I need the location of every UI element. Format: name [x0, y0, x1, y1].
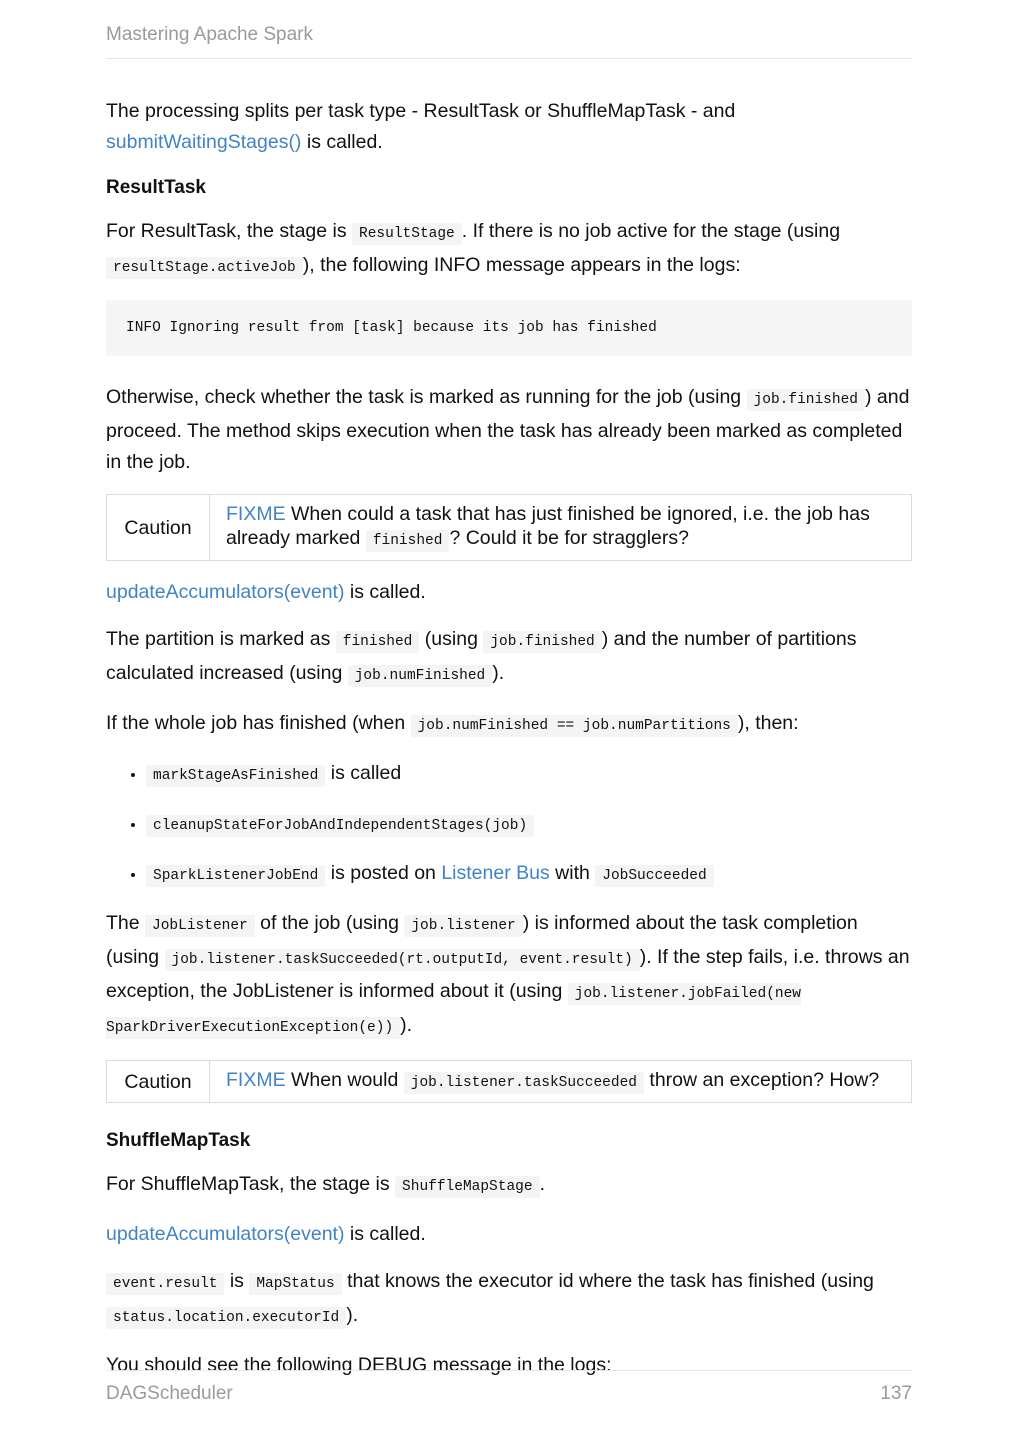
inline-code: job.numFinished [348, 665, 493, 687]
update-accumulators-link[interactable]: updateAccumulators(event) [106, 581, 345, 603]
inline-code: MapStatus [249, 1273, 341, 1295]
fixme-link[interactable]: FIXME [226, 1069, 286, 1091]
inline-code: cleanupStateForJobAndIndependentStages(job) [146, 815, 534, 837]
inline-code: event.result [106, 1273, 224, 1295]
inline-code: job.finished [483, 631, 601, 653]
inline-code: status.location.executorId [106, 1307, 346, 1329]
shufflemaptask-paragraph-2: updateAccumulators(event) is called. [106, 1223, 426, 1245]
shufflemaptask-paragraph-4: You should see the following DEBUG message in the logs: [106, 1354, 612, 1376]
resulttask-paragraph-5: If the whole job has finished (when job.numFinished == job.numPartitions ), then: [106, 708, 912, 742]
inline-code: markStageAsFinished [146, 765, 325, 787]
submit-waiting-stages-link[interactable]: submitWaitingStages() [106, 131, 302, 153]
resulttask-paragraph-1: For ResultTask, the stage is ResultStage . If there is no job active for the stage (using resultStage.activeJob ), the following INFO message appears in the logs: [106, 216, 912, 284]
book-title: Mastering Apache Spark [106, 24, 314, 45]
fixme-link[interactable]: FIXME [226, 503, 286, 525]
inline-code: resultStage.activeJob [106, 257, 303, 279]
inline-code: job.finished [747, 389, 865, 411]
inline-code: job.listener [404, 915, 522, 937]
inline-code: job.numFinished == job.numPartitions [411, 715, 738, 737]
inline-code: ResultStage [352, 223, 462, 245]
intro-paragraph: The processing splits per task type - ResultTask or ShuffleMapTask - and submitWaitingStages() is called. [106, 100, 736, 153]
inline-code: job.listener.taskSucceeded [404, 1072, 644, 1094]
resulttask-paragraph-2: Otherwise, check whether the task is marked as running for the job (using job.finished ) and proceed. The method skips execution when the task has already been marked as completed in the job. [106, 386, 910, 473]
caution-callout-2 [106, 1060, 912, 1103]
page-footer [106, 1370, 912, 1405]
list-item: • SparkListenerJobEnd is posted on Listener Bus with JobSucceeded [146, 858, 912, 892]
list-item: • markStageAsFinished is called [146, 758, 912, 792]
page-header [106, 24, 912, 59]
inline-code: finished [336, 631, 420, 653]
resulttask-paragraph-6: The JobListener of the job (using job.listener ) is informed about the task completion (using job.listener.taskSucceeded(rt.outputId, event.result) ). If the step fails, i.e. throws an exception, the JobListener is informed about it (using job.listener.jobFailed(new SparkDriverExecutionException(e)) ). [106, 908, 912, 1044]
inline-code: SparkListenerJobEnd [146, 865, 325, 887]
shufflemaptask-paragraph-1: For ShuffleMapTask, the stage is ShuffleMapStage . [106, 1169, 912, 1203]
inline-code: JobSucceeded [595, 865, 713, 887]
page-number: 137 [880, 1383, 912, 1404]
resulttask-paragraph-4: The partition is marked as finished (using job.finished ) and the number of partitions calculated increased (using job.numFinished ). [106, 624, 912, 692]
inline-code: job.listener.jobFailed(new SparkDriverExecutionException(e)) [106, 983, 801, 1039]
inline-code: job.listener.taskSucceeded(rt.outputId, event.result) [165, 949, 640, 971]
inline-code: JobListener [145, 915, 255, 937]
inline-code: finished [366, 530, 450, 552]
resulttask-paragraph-3: updateAccumulators(event) is called. [106, 581, 426, 603]
caution-label: Caution [107, 1061, 210, 1102]
shufflemaptask-paragraph-3: event.result is MapStatus that knows the executor id where the task has finished (using status.location.executorId ). [106, 1266, 912, 1334]
log-code-block: INFO Ignoring result from [task] because its job has finished [106, 300, 912, 356]
section-heading-shufflemaptask: ShuffleMapTask [106, 1130, 251, 1151]
chapter-name: DAGScheduler [106, 1383, 233, 1404]
section-heading-resulttask: ResultTask [106, 177, 206, 198]
caution-label: Caution [107, 495, 210, 560]
page-content [106, 96, 912, 1397]
listener-bus-link[interactable]: Listener Bus [441, 862, 550, 884]
caution-body: FIXME When would job.listener.taskSucceeded throw an exception? How? [210, 1061, 895, 1102]
list-item [146, 808, 912, 842]
inline-code: ShuffleMapStage [395, 1176, 540, 1198]
update-accumulators-link[interactable]: updateAccumulators(event) [106, 1223, 345, 1245]
caution-body: FIXME When could a task that has just finished be ignored, i.e. the job has already marked finished ? Could it be for stragglers? [210, 495, 911, 560]
bullet-list [106, 758, 912, 892]
caution-callout-1 [106, 494, 912, 561]
